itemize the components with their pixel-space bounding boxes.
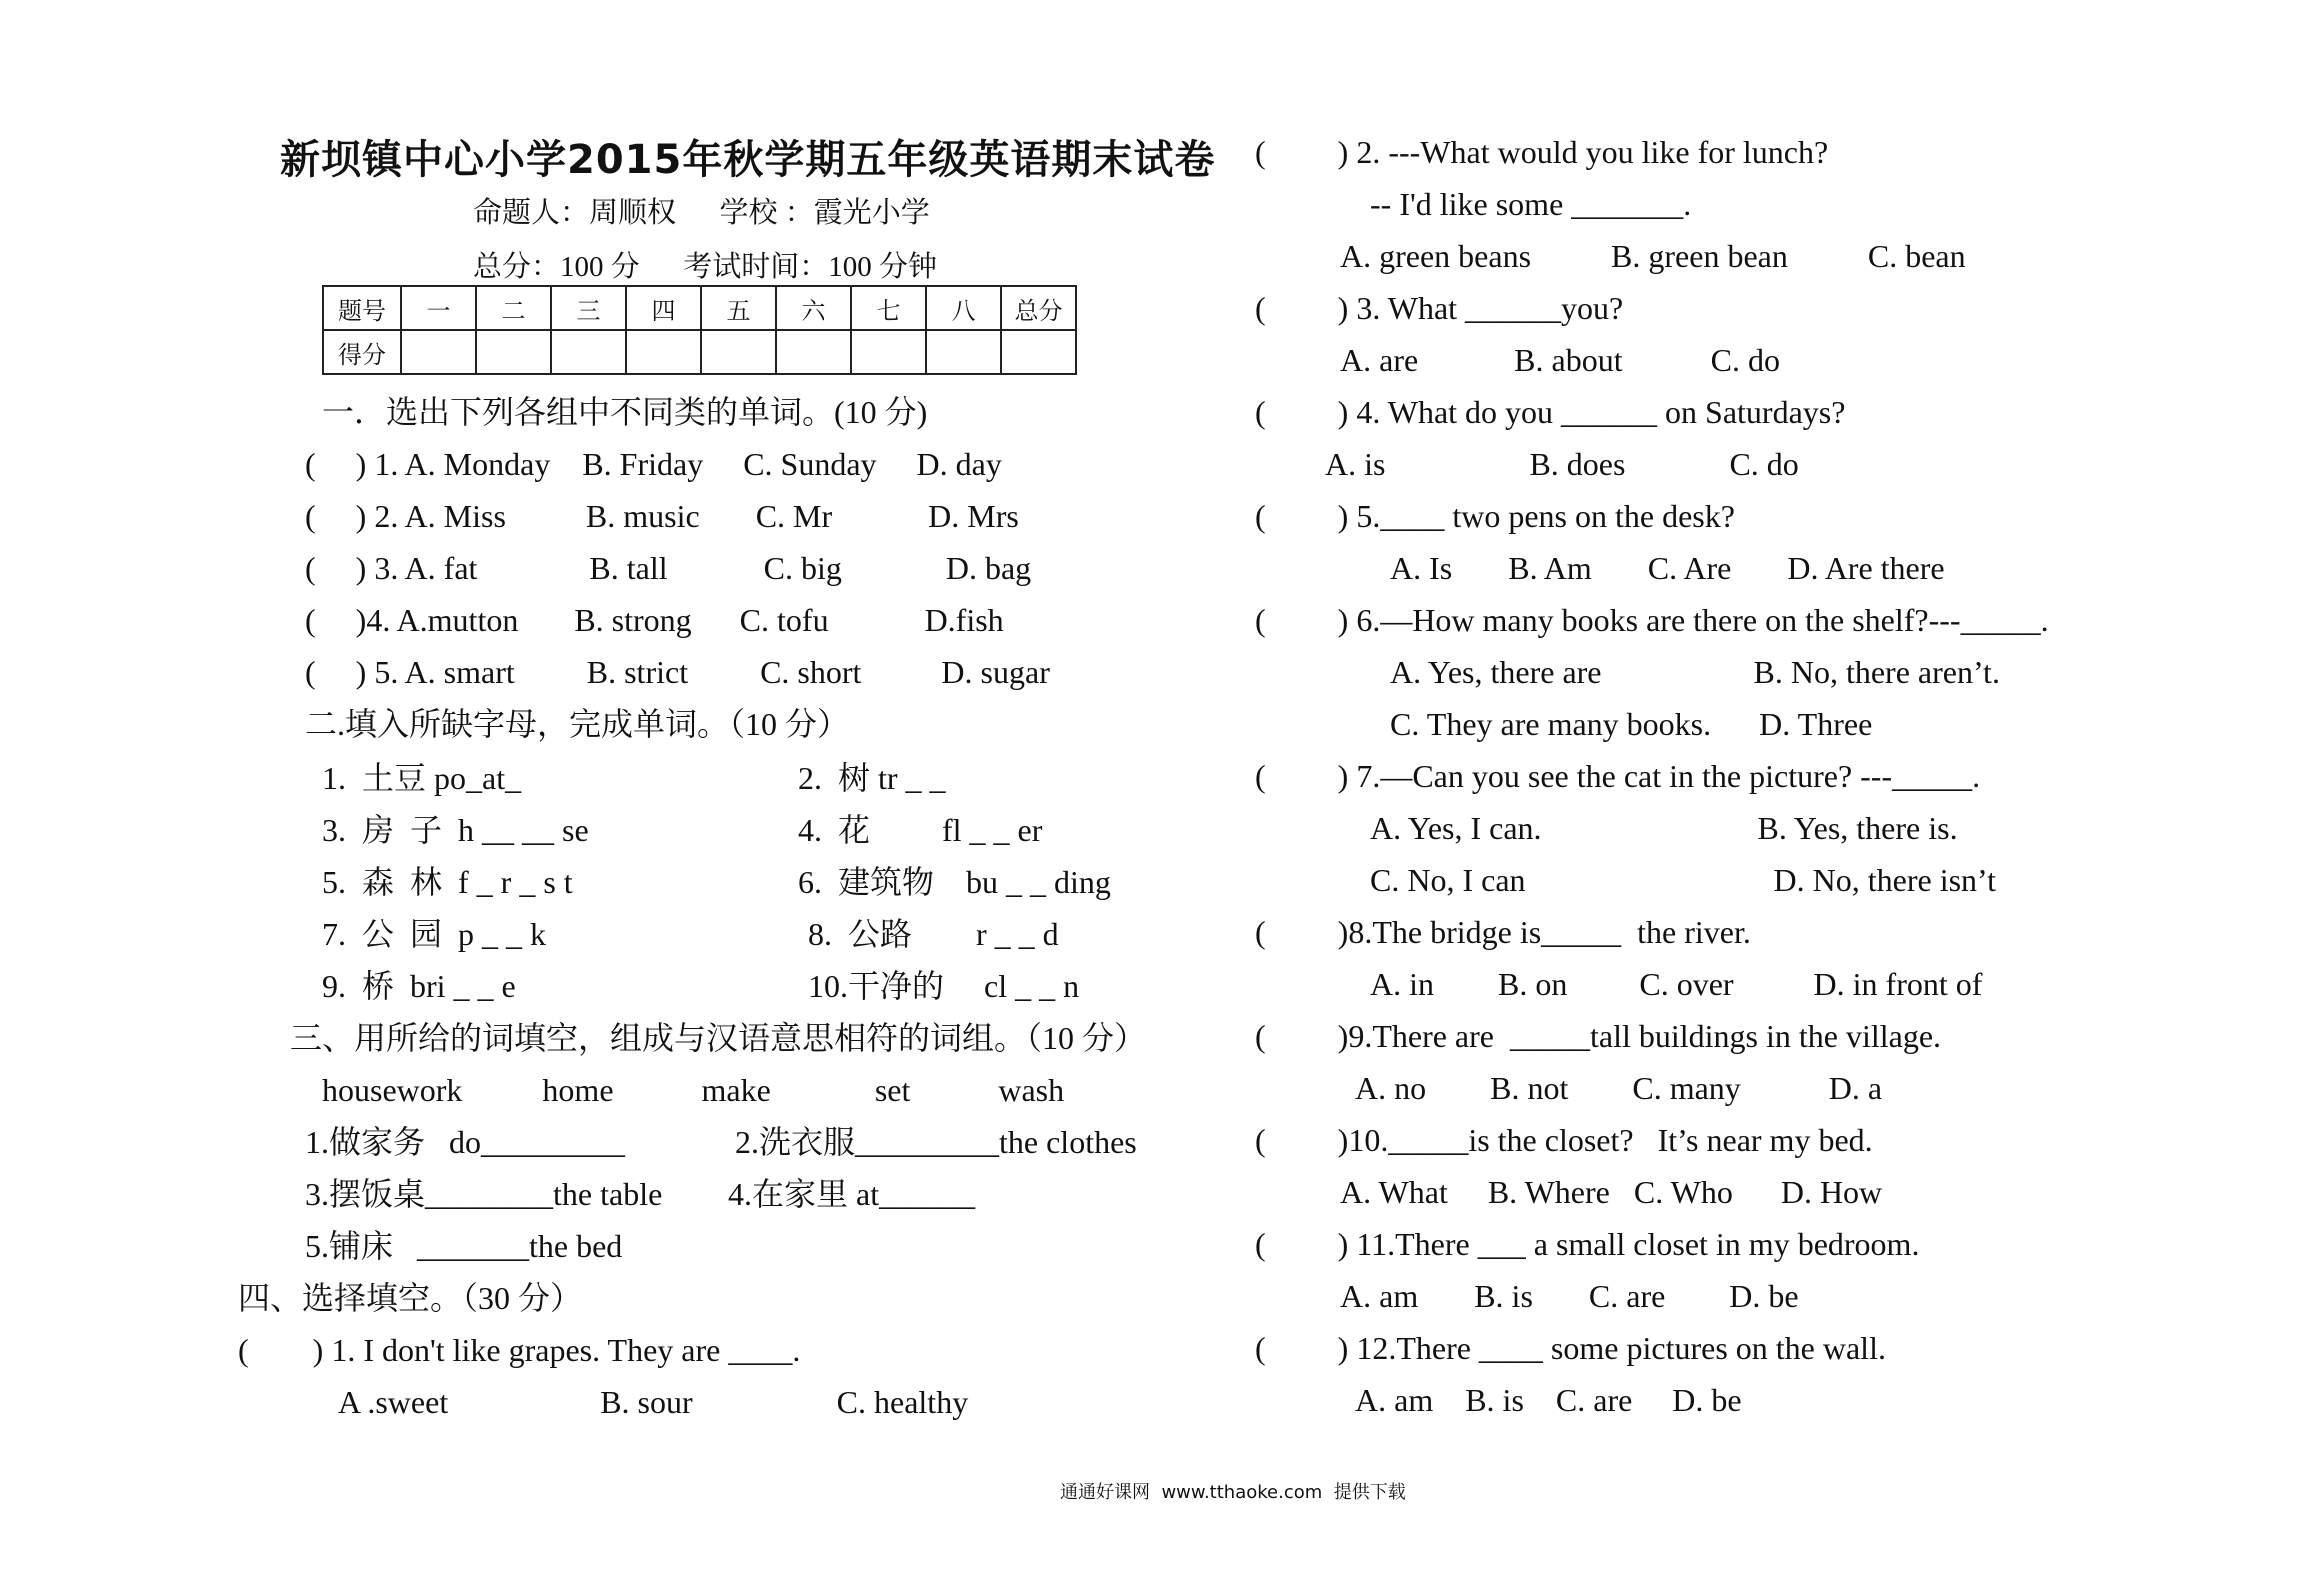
text-line: 4.在家里 at______: [728, 1176, 976, 1212]
text-line: 5.铺床 _______the bed: [305, 1228, 623, 1264]
text-line: 7. 公 园 p _ _ k: [322, 916, 547, 952]
text-line: 9. 桥 bri _ _ e: [322, 968, 516, 1004]
score-cell: [626, 330, 701, 374]
text-line: 3. 房 子 h __ __ se: [322, 812, 589, 848]
text-line: -- I'd like some _______.: [1370, 186, 1692, 222]
text-line: 三、用所给的词填空，组成与汉语意思相符的词组。（10 分）: [290, 1020, 1147, 1056]
text-line: 1. 土豆 po_at_: [322, 760, 522, 796]
text-line: 3.摆饭桌________the table: [305, 1176, 663, 1212]
score-cell: [701, 330, 776, 374]
score-cell: [476, 330, 551, 374]
score-cell: [551, 330, 626, 374]
text-line: ( ) 5. A. smart B. strict C. short D. sugar: [305, 654, 1050, 690]
text-line: 1.做家务 do_________: [305, 1124, 626, 1160]
score-table-header-row: [323, 286, 1076, 330]
text-line: ( ) 3. What ______you?: [1255, 290, 1624, 326]
score-cell: 五: [701, 286, 776, 330]
score-cell: 四: [626, 286, 701, 330]
score-cell: 六: [776, 286, 851, 330]
score-table-score-row: [323, 330, 1076, 374]
text-line: housework home make set wash: [322, 1072, 1065, 1108]
text-line: 10.干净的 cl _ _ n: [808, 968, 1080, 1004]
text-line: 8. 公路 r _ _ d: [808, 916, 1059, 952]
text-line: 2. 树 tr _ _: [798, 760, 946, 796]
text-line: A .sweet B. sour C. healthy: [338, 1384, 969, 1420]
text-line: ( ) 1. I don't like grapes. They are ____.: [238, 1332, 801, 1368]
text-line: C. They are many books. D. Three: [1390, 706, 1873, 742]
text-line: A. am B. is C. are D. be: [1355, 1382, 1742, 1418]
score-table: [322, 285, 1077, 375]
author-line: 命题人：周顺权 学校 ：霞光小学: [473, 197, 930, 229]
text-line: A. What B. Where C. Who D. How: [1340, 1174, 1883, 1210]
text-line: 一．选出下列各组中不同类的单词。(10 分): [322, 394, 928, 430]
score-cell: 八: [926, 286, 1001, 330]
text-line: C. No, I can D. No, there isn’t: [1370, 862, 1996, 898]
text-line: A. Is B. Am C. Are D. Are there: [1390, 550, 1945, 586]
score-cell: 题号: [323, 286, 401, 330]
text-line: ( )9.There are _____tall buildings in the village.: [1255, 1018, 1942, 1054]
text-line: 四、选择填空。（30 分）: [238, 1280, 583, 1316]
score-cell: [851, 330, 926, 374]
score-cell: 得分: [323, 330, 401, 374]
text-line: 2.洗衣服_________the clothes: [735, 1124, 1137, 1160]
score-line: 总分：100 分 考试时间：100 分钟: [473, 251, 938, 283]
score-cell: 三: [551, 286, 626, 330]
text-line: A. no B. not C. many D. a: [1355, 1070, 1883, 1106]
text-line: 5. 森 林 f _ r _ s t: [322, 864, 573, 900]
text-line: 6. 建筑物 bu _ _ ding: [798, 864, 1111, 900]
score-cell: 七: [851, 286, 926, 330]
text-line: ( ) 4. What do you ______ on Saturdays?: [1255, 394, 1846, 430]
text-line: ( ) 12.There ____ some pictures on the wall.: [1255, 1330, 1886, 1366]
text-line: A. Yes, there are B. No, there aren’t.: [1390, 654, 2000, 690]
score-cell: 总分: [1001, 286, 1076, 330]
text-line: ( ) 11.There ___ a small closet in my bedroom.: [1255, 1226, 1920, 1262]
score-cell: 二: [476, 286, 551, 330]
text-line: 4. 花 fl _ _ er: [798, 812, 1043, 848]
text-line: ( )4. A.mutton B. strong C. tofu D.fish: [305, 602, 1004, 638]
text-line: 二.填入所缺字母，完成单词。（10 分）: [305, 706, 850, 742]
score-cell: [926, 330, 1001, 374]
text-line: A. in B. on C. over D. in front of: [1370, 966, 1983, 1002]
score-cell: [776, 330, 851, 374]
footer-text: 通通好课网 www.tthaoke.com 提供下载: [1060, 1482, 1406, 1503]
text-line: A. Yes, I can. B. Yes, there is.: [1370, 810, 1958, 846]
score-cell: [401, 330, 476, 374]
text-line: A. is B. does C. do: [1325, 446, 1799, 482]
text-line: ( ) 3. A. fat B. tall C. big D. bag: [305, 550, 1032, 586]
score-cell: [1001, 330, 1076, 374]
text-line: A. are B. about C. do: [1340, 342, 1780, 378]
text-line: ( )8.The bridge is_____ the river.: [1255, 914, 1751, 950]
score-cell: 一: [401, 286, 476, 330]
page-title: 新坝镇中心小学2015年秋学期五年级英语期末试卷: [280, 137, 1216, 183]
text-line: ( ) 5.____ two pens on the desk?: [1255, 498, 1735, 534]
text-line: A. am B. is C. are D. be: [1340, 1278, 1799, 1314]
text-line: A. green beans B. green bean C. bean: [1340, 238, 1966, 274]
text-line: ( ) 7.—Can you see the cat in the picture? ---_____.: [1255, 758, 1981, 794]
text-line: ( )10._____is the closet? It’s near my bed.: [1255, 1122, 1873, 1158]
text-line: ( ) 2. ---What would you like for lunch?: [1255, 134, 1829, 170]
text-line: ( ) 1. A. Monday B. Friday C. Sunday D. day: [305, 446, 1002, 482]
text-line: ( ) 2. A. Miss B. music C. Mr D. Mrs: [305, 498, 1019, 534]
text-line: ( ) 6.—How many books are there on the shelf?---_____.: [1255, 602, 2049, 638]
